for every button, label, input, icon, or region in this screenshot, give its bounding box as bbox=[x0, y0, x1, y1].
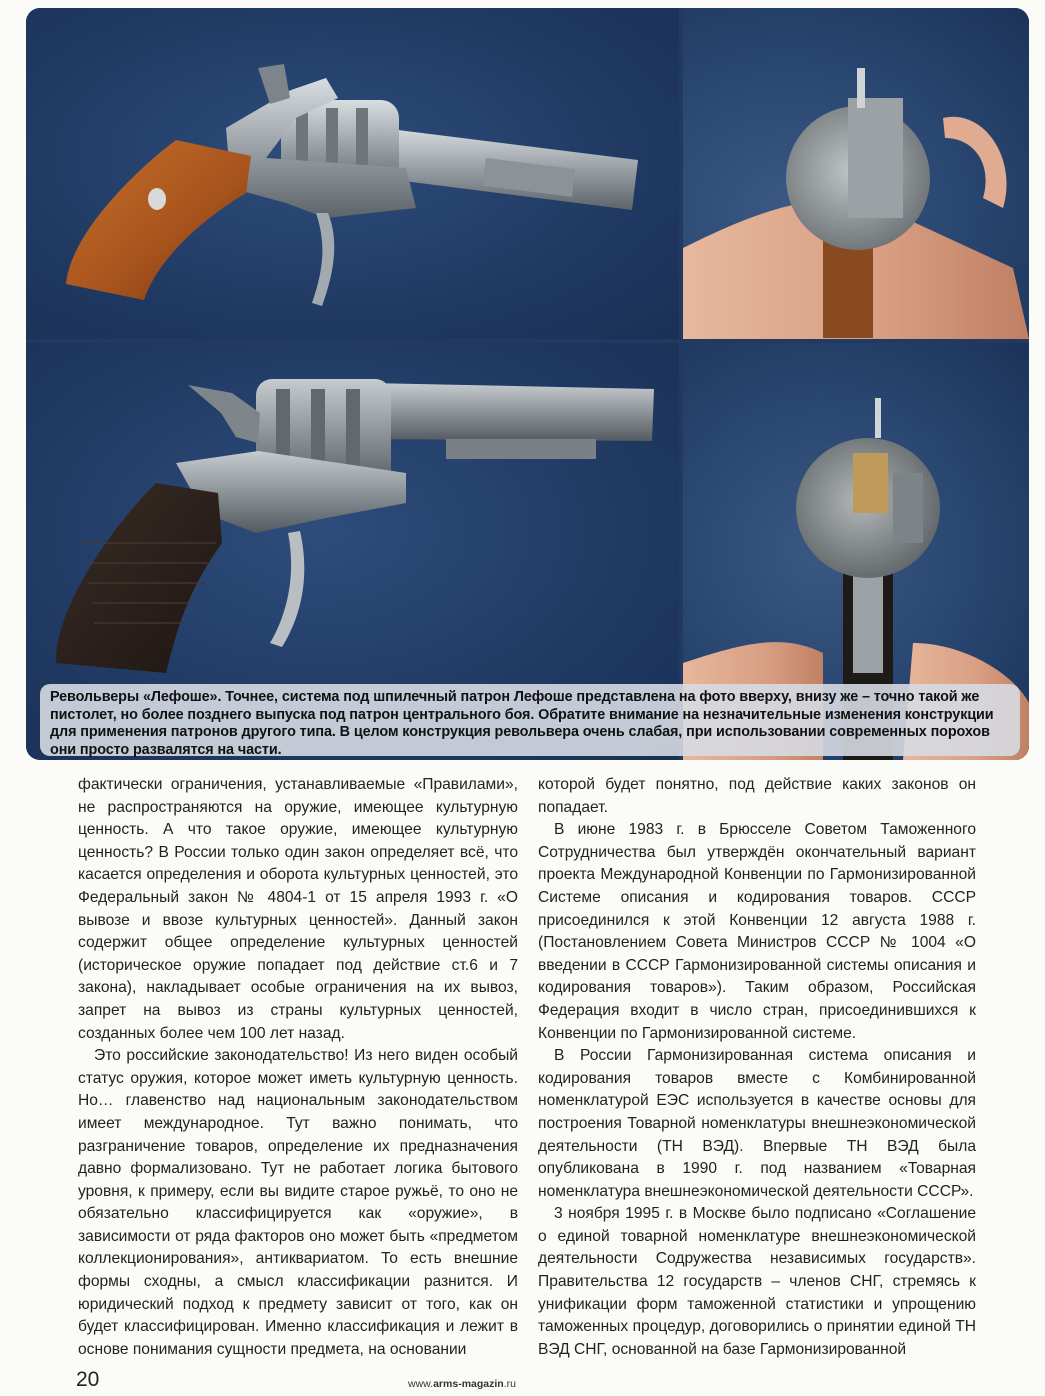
photo-revolver-pinfire-rear bbox=[683, 8, 1029, 339]
paragraph: фактически ограничения, устанавливаемые «Правилами», не распространяются на оружие, имеющее культурную ценность. А что такое оружие, имеющее культурную ценность? В России только один закон определяет всё, что касается определения и оборота культурных ценностей, это Федеральный закон № 4804-1 от 15 апреля 1993 г. «О вывозе и ввозе культурных ценностей». Данный закон содержит общее определение культурных ценностей (историческое оружие попадает под действие ст.6 и 7 закона), накладывает особые ограничения на их вывоз, запрет на вывоз из страны культурных ценностей, созданных более чем 100 лет назад. bbox=[78, 776, 518, 1042]
url-domain: arms-magazin bbox=[433, 1378, 504, 1390]
page-number: 20 bbox=[76, 1368, 100, 1391]
magazine-url[interactable] bbox=[408, 1378, 516, 1390]
paragraph: которой будет понятно, под действие каких законов он попадает. bbox=[538, 776, 976, 816]
paragraph: 3 ноября 1995 г. в Москве было подписано «Соглашение о единой товарной номенклатуре внешнеэкономической деятельности Содружества независимых государств». Правительства 12 государств – членов СНГ, стремясь к унификации форм таможенной статистики и упрощению таможенных процедур, договорились о принятии единой ТН ВЭД СНГ, основанной на базе Гармонизированной bbox=[538, 1205, 976, 1358]
url-prefix: www. bbox=[408, 1378, 434, 1390]
paragraph: В июне 1983 г. в Брюсселе Советом Таможенного Сотрудничества был утверждён окончательный вариант проекта Международной Конвенции по Гармонизированной Системе описания и кодирования товаров. СССР присоединился к этой Конвенции 12 августа 1988 г. (Постановлением Совета Министров СССР № 1004 «О введении в СССР Гармонизированной системы описания и кодирования товаров»). Таким образом, Российская Федерация входит в число стран, присоединившихся к Конвенции по Гармонизированной системе. bbox=[538, 821, 976, 1042]
photo-caption bbox=[40, 684, 1020, 756]
url-suffix: .ru bbox=[503, 1378, 516, 1390]
article-column-right bbox=[538, 774, 976, 1361]
article-column-left bbox=[78, 774, 518, 1361]
photo-revolver-pinfire-side bbox=[26, 8, 679, 339]
photo-collage bbox=[26, 8, 1029, 760]
caption-text: Револьверы «Лефоше». Точнее, система под шпилечный патрон Лефоше представлена на фото вверху, внизу же – точно такой же пистолет, но более позднего выпуска под патрон центрального боя. Обратите внимание на незначительные изменения конструкции для применения патронов другого типа. В целом конструкция револьвера очень слабая, при использовании современных порохов они просто развалятся на части. bbox=[50, 689, 994, 758]
paragraph: В России Гармонизированная система описания и кодирования товаров вместе с Комбинированной номенклатурой ЕЭС используется в качестве основы для построения Товарной номенклатуры внешнеэкономической деятельности (ТН ВЭД). Впервые ТН ВЭД была опубликована в 1990 г. под названием «Товарная номенклатура внешнеэкономической деятельности СССР». bbox=[538, 1047, 976, 1200]
paragraph: Это российские законодательство! Из него виден особый статус оружия, которое может иметь культурную ценность. Но… главенство над национальным законодательством имеет международное. Тут важно понимать, что разграничение товаров, определение их предназначения давно формализовано. Тут не работает логика бытового уровня, к примеру, если вы видите старое ружьё, то оно не обязательно классифицируется как «оружие», в зависимости от ряда факторов оно может быть «предметом коллекционирования», антиквариатом. То есть внешние формы сходны, а смысл классификации разнится. И юридический подход к предмету зависит от того, как он будет классифицирован. Именно классификация и лежит в основе понимания сущности предмета, на основании bbox=[78, 1047, 518, 1358]
